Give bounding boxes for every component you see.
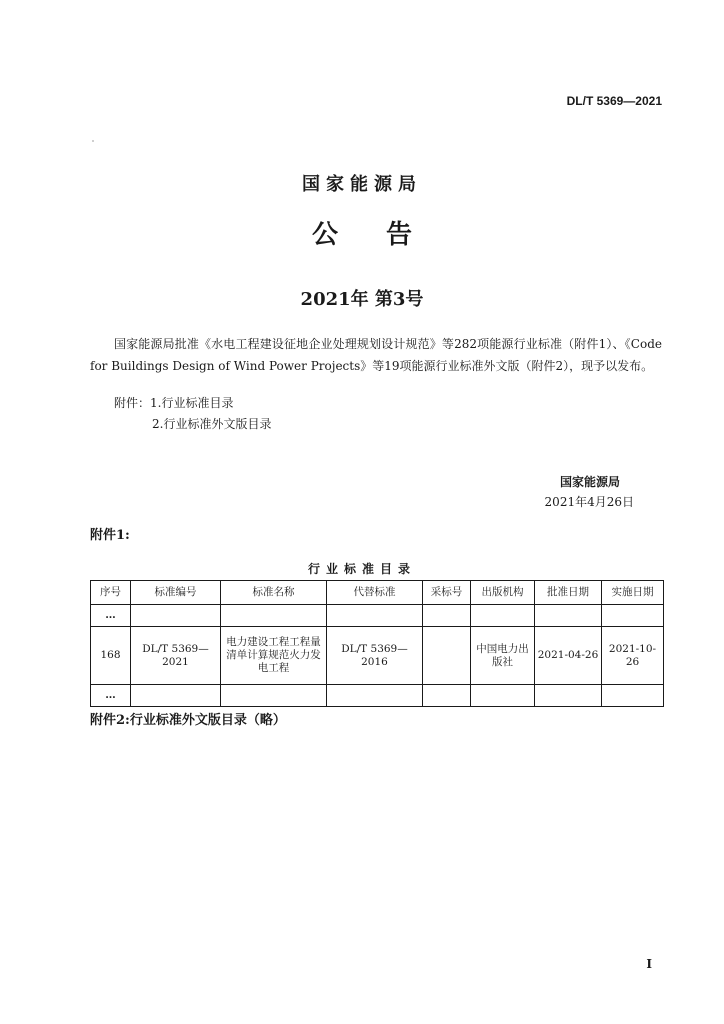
cell-index: 168 (91, 627, 131, 685)
signature-org: 国家能源局 (559, 475, 620, 489)
column-header: 序号 (91, 581, 131, 605)
attachment-list (114, 393, 271, 435)
notice-title: 公告 (311, 220, 460, 250)
cell-publisher: 中国电力出版社 (471, 627, 535, 685)
page-number: I (646, 957, 652, 971)
cell-name: 电力建设工程工程量清单计算规范火力发电工程 (221, 627, 327, 685)
column-header: 采标号 (423, 581, 471, 605)
column-header: 出版机构 (471, 581, 535, 605)
standard-code: DL/T 5369—2021 (566, 94, 662, 108)
issuer-heading: 国家能源局 (302, 174, 422, 195)
scan-speck (92, 140, 94, 142)
column-header: 实施日期 (602, 581, 664, 605)
standards-table (90, 580, 664, 707)
table-header-row (91, 581, 664, 605)
cell-code: DL/T 5369—2021 (131, 627, 221, 685)
attachment-item-2: 2.行业标准外文版目录 (152, 417, 272, 431)
signature-date: 2021年4月26日 (544, 495, 634, 509)
column-header: 代替标准 (327, 581, 423, 605)
ellipsis-cell: … (91, 685, 131, 707)
cell-adoption (423, 627, 471, 685)
attachment-item-1: 附件：1.行业标准目录 (114, 396, 234, 410)
table-row (91, 605, 664, 627)
cell-effective-date: 2021-10-26 (602, 627, 664, 685)
column-header: 标准编号 (131, 581, 221, 605)
cell-replaces: DL/T 5369—2016 (327, 627, 423, 685)
cell-approval-date: 2021-04-26 (535, 627, 602, 685)
ellipsis-cell: … (91, 605, 131, 627)
table-row (91, 685, 664, 707)
attachment1-label: 附件1: (90, 528, 130, 543)
notice-number: 2021年 第3号 (300, 289, 424, 310)
table-title: 行业标准目录 (307, 562, 416, 576)
attachment2-label: 附件2:行业标准外文版目录（略） (90, 713, 286, 728)
column-header: 批准日期 (535, 581, 602, 605)
table-row (91, 627, 664, 685)
column-header: 标准名称 (221, 581, 327, 605)
notice-body: 国家能源局批准《水电工程建设征地企业处理规划设计规范》等282项能源行业标准（附件1）、《Code for Buildings Design of Wind Power Projects》等19项能源行业标准外文版（附件2），现予以发布。 (90, 337, 662, 373)
